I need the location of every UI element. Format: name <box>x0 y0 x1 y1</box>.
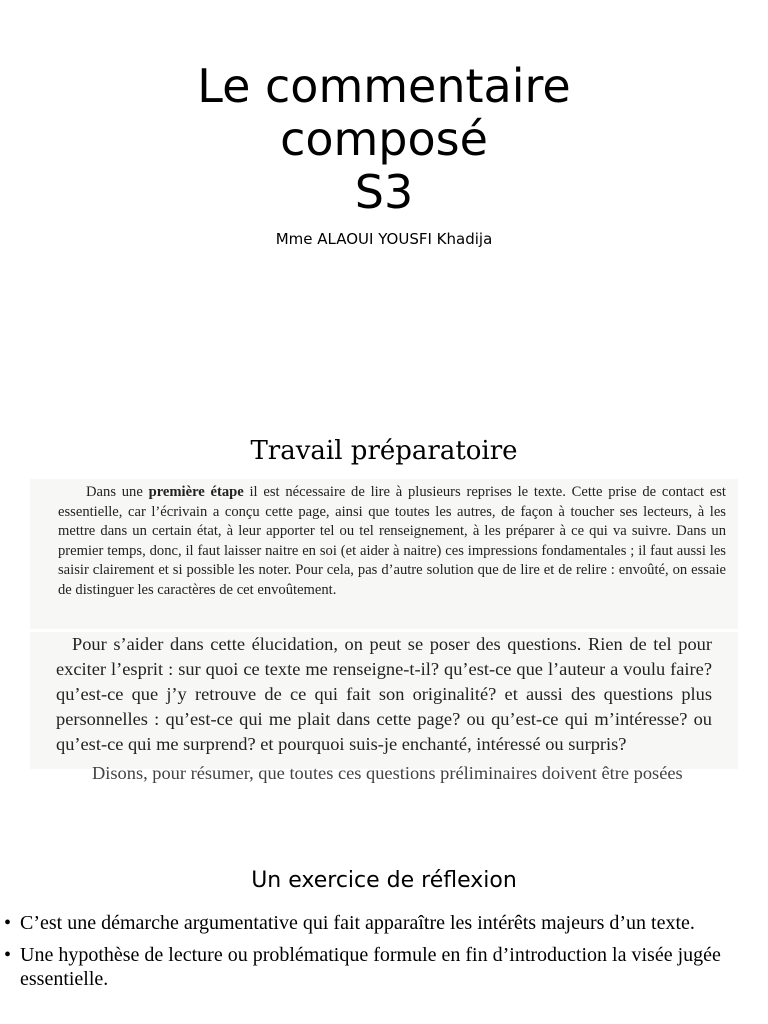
section-title-exercice: Un exercice de réflexion <box>251 868 517 893</box>
list-item <box>0 943 760 991</box>
author-subtitle: Mme ALAOUI YOUSFI Khadija <box>275 230 493 248</box>
bullet-text: Une hypothèse de lecture ou problématique formule en fin d’introduction la visée jugée essentielle. <box>20 944 721 990</box>
title-line-1: Le commentaire <box>197 59 571 113</box>
bullet-icon: • <box>4 912 12 934</box>
scan-text-before: Dans une <box>86 484 149 500</box>
section-title-travail: Travail préparatoire <box>250 436 518 466</box>
bullet-text: C’est une démarche argumentative qui fait apparaître les intérêts majeurs d’un texte. <box>20 912 695 934</box>
title-line-2: composé <box>280 112 488 166</box>
title-line-3: S3 <box>354 165 414 219</box>
scanned-text-block-2 <box>30 632 738 783</box>
scanned-cut-line: Disons, pour résumer, que toutes ces questions préliminaires doivent être posées <box>92 763 683 783</box>
scan-text-after: il est nécessaire de lire à plusieurs reprises le texte. Cette prise de contact est essentielle, car l’écrivain a conçu cette page, ainsi que toutes les autres, de façon à toucher ses lecteurs, à les mettre dans un certain état, à leur apporter tel ou tel renseignement, à les préparer à ce qui va suivre. Dans un premier temps, donc, il faut laisser naitre en soi (et aider à naitre) ces impressions fondamentales ; il faut aussi les saisir clairement et si possible les noter. Pour cela, pas d’autre solution que de lire et de relire : envoûté, on essaie de distinguer les caractères de cet envoûtement. <box>58 484 726 598</box>
bullet-icon: • <box>4 944 12 966</box>
bullet-list <box>0 911 760 999</box>
scanned-paragraph-2: Pour s’aider dans cette élucidation, on peut se poser des questions. Rien de tel pour exciter l’esprit : sur quoi ce texte me renseigne-t-il? qu’est-ce que l’auteur a voulu faire? qu’est-ce que j’y retrouve de ce qui fait son originalité? et aussi des questions plus personnelles : qu’est-ce qui me plait dans cette page? ou qu’est-ce qui m’intéresse? ou qu’est-ce qui me surprend? et pourquoi suis-je enchanté, intéressé ou surpris? <box>56 634 712 754</box>
slide-title <box>0 60 768 219</box>
list-item <box>0 911 760 935</box>
scanned-paragraph-1 <box>58 483 726 601</box>
scanned-text-block-1 <box>30 479 738 629</box>
scan-text-bold: première étape <box>148 484 244 500</box>
